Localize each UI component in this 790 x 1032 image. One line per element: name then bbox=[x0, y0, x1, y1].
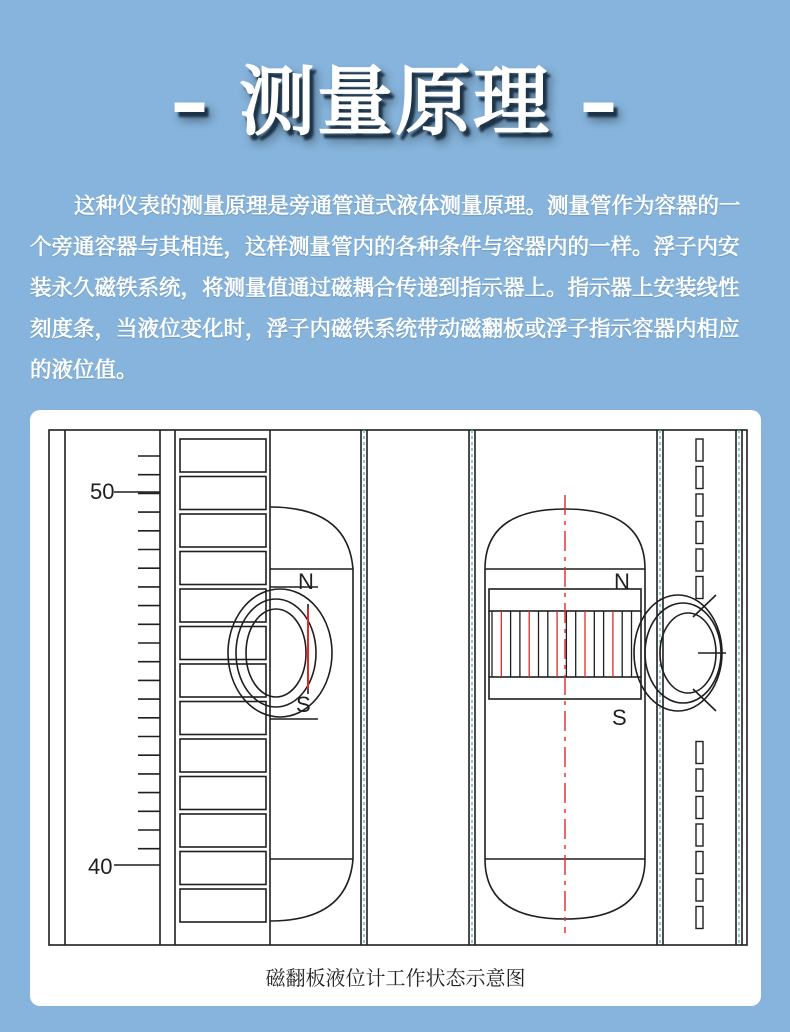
right-north-pole-label: N bbox=[614, 569, 630, 594]
title-area bbox=[0, 52, 790, 152]
right-float bbox=[485, 509, 726, 919]
intro-paragraph: 这种仪表的测量原理是旁通管道式液体测量原理。测量管作为容器的一个旁通容器与其相连，这样测量管内的各种条件与容器内的一样。浮子内安装永久磁铁系统，将测量值通过磁耦合传递到指示器上。指示器上安装线性刻度条，当液位变化时，浮子内磁铁系统带动磁翻板或浮子指示容器内相应的液位值。 bbox=[30, 194, 741, 383]
right-indicator-flap bbox=[696, 439, 703, 461]
indicator-flap bbox=[180, 739, 266, 772]
right-indicator-flaps bbox=[696, 439, 703, 929]
diagram-caption: 磁翻板液位计工作状态示意图 bbox=[265, 966, 526, 990]
diagram-card bbox=[30, 410, 761, 1006]
magnet-bars bbox=[492, 611, 632, 677]
page-title: – 测量原理 – bbox=[170, 57, 620, 146]
right-indicator-flap bbox=[696, 852, 703, 874]
right-indicator-flap bbox=[696, 577, 703, 599]
indicator-flap bbox=[180, 777, 266, 810]
right-indicator-flap bbox=[696, 907, 703, 929]
right-indicator-flap bbox=[696, 879, 703, 901]
right-indicator-flap bbox=[696, 797, 703, 819]
right-indicator-flap bbox=[696, 467, 703, 489]
indicator-flap bbox=[180, 552, 266, 585]
level-gauge-diagram bbox=[48, 429, 749, 949]
left-north-pole-label: N bbox=[298, 569, 314, 594]
scale-label-50: 50 bbox=[90, 479, 115, 504]
left-south-pole-label: S bbox=[296, 692, 311, 717]
right-indicator-flap bbox=[696, 769, 703, 791]
scale-label-40: 40 bbox=[88, 854, 113, 879]
indicator-flap bbox=[180, 702, 266, 735]
right-south-pole-label: S bbox=[612, 705, 627, 730]
indicator-flap bbox=[180, 589, 266, 622]
right-indicator-flap bbox=[696, 824, 703, 846]
indicator-flap bbox=[180, 477, 266, 510]
indicator-flap bbox=[180, 514, 266, 547]
indicator-flap bbox=[180, 439, 266, 472]
indicator-flap bbox=[180, 814, 266, 847]
right-indicator-flap bbox=[696, 522, 703, 544]
indicator-flap bbox=[180, 889, 266, 922]
right-indicator-flap bbox=[696, 494, 703, 516]
right-indicator-flap bbox=[696, 742, 703, 764]
right-indicator-flap bbox=[696, 549, 703, 571]
indicator-flap bbox=[180, 627, 266, 660]
scale-ticks bbox=[114, 456, 160, 865]
indicator-flap bbox=[180, 852, 266, 885]
